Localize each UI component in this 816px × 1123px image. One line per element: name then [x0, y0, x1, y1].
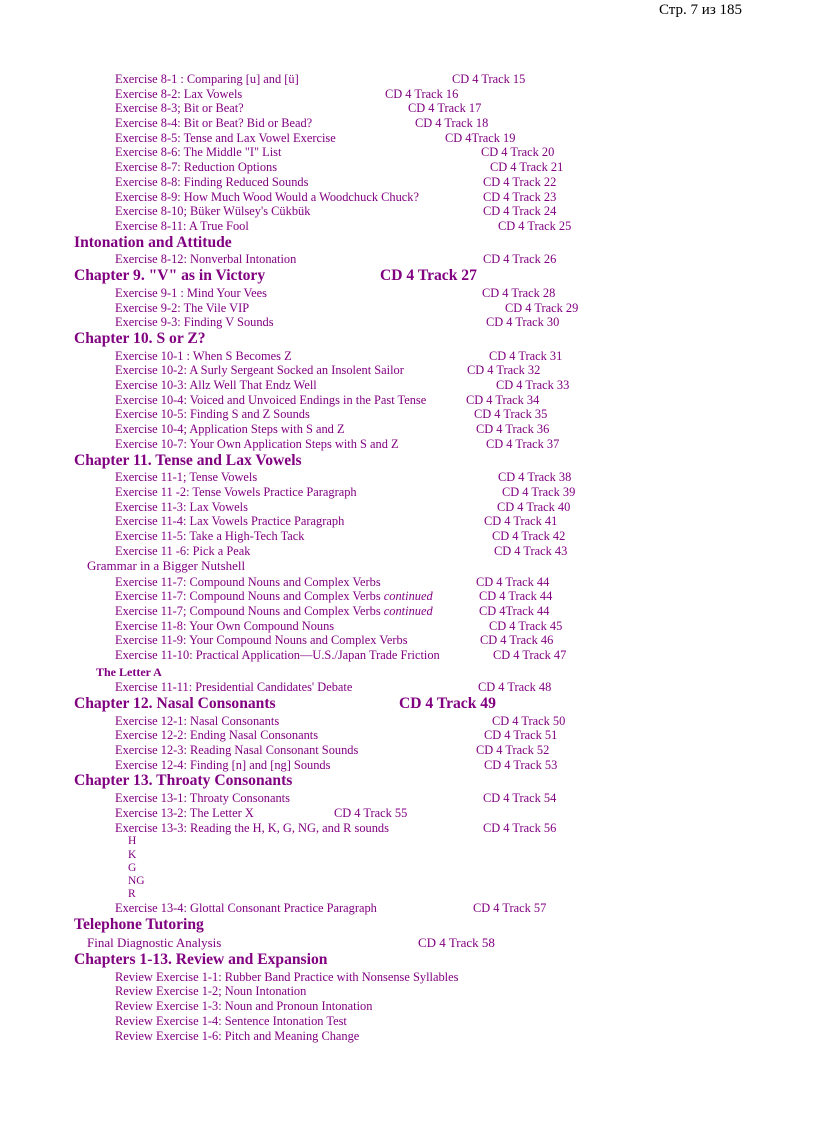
- toc-sound-r[interactable]: [0, 888, 816, 901]
- cd-track-label[interactable]: CD 4 Track 29: [505, 300, 579, 315]
- toc-heading-intonation-and-attitude[interactable]: [0, 234, 816, 253]
- toc-entry-exercise-8-1[interactable]: [0, 72, 816, 87]
- cd-track-label[interactable]: CD 4 Track 36: [476, 422, 550, 437]
- entry-title[interactable]: Exercise 8-2: Lax Vowels: [115, 86, 243, 101]
- entry-title[interactable]: Exercise 8-12: Nonverbal Intonation: [115, 252, 297, 267]
- toc-entry-review-1-2[interactable]: [0, 984, 816, 999]
- subheading-title[interactable]: The Letter A: [96, 664, 162, 679]
- cd-track-label[interactable]: CD 4 Track 27: [380, 267, 477, 285]
- entry-title[interactable]: Exercise 10-7: Your Own Application Steps with S and Z: [115, 436, 399, 451]
- entry-title[interactable]: Exercise 11-7: Compound Nouns and Complex Verbs: [115, 574, 381, 589]
- entry-title[interactable]: Exercise 10-4: Voiced and Unvoiced Endings in the Past Tense: [115, 392, 427, 407]
- entry-title[interactable]: Exercise 10-4; Application Steps with S and Z: [115, 422, 345, 437]
- toc-entry-exercise-8-9[interactable]: [0, 190, 816, 205]
- entry-title[interactable]: Exercise 9-2: The Vile VIP: [115, 300, 250, 315]
- toc-entry-exercise-11-2[interactable]: [0, 485, 816, 500]
- toc-entry-exercise-10-3[interactable]: [0, 378, 816, 393]
- entry-title[interactable]: Exercise 11-11: Presidential Candidates' Debate: [115, 680, 353, 695]
- heading-title[interactable]: Chapter 12. Nasal Consonants: [74, 694, 276, 712]
- entry-title[interactable]: Exercise 11 -6: Pick a Peak: [115, 543, 251, 558]
- entry-title[interactable]: Review Exercise 1-3: Noun and Pronoun Intonation: [115, 999, 373, 1014]
- toc-entry-exercise-11-1[interactable]: [0, 470, 816, 485]
- toc-entry-exercise-8-5[interactable]: [0, 131, 816, 146]
- toc-entry-exercise-13-3[interactable]: [0, 821, 816, 836]
- cd-track-label[interactable]: CD 4 Track 33: [496, 378, 570, 393]
- cd-track-label[interactable]: CD 4 Track 56: [483, 820, 557, 835]
- toc-heading-chapter-10[interactable]: [0, 330, 816, 349]
- entry-title[interactable]: Exercise 11-5: Take a High-Tech Tack: [115, 529, 305, 544]
- cd-track-label[interactable]: CD 4 Track 31: [489, 348, 563, 363]
- entry-title[interactable]: Review Exercise 1-6: Pitch and Meaning Change: [115, 1028, 360, 1043]
- cd-track-label[interactable]: CD 4Track 19: [445, 130, 516, 145]
- entry-title[interactable]: Exercise 8-1 : Comparing [u] and [ü]: [115, 72, 299, 86]
- cd-track-label[interactable]: CD 4 Track 34: [466, 392, 540, 407]
- toc-entry-exercise-8-7[interactable]: [0, 160, 816, 175]
- entry-title[interactable]: Exercise 13-2: The Letter X: [115, 805, 254, 820]
- heading-title[interactable]: Chapter 10. S or Z?: [74, 329, 206, 347]
- cd-track-label[interactable]: CD 4 Track 44: [476, 574, 550, 589]
- toc-sound-ng[interactable]: [0, 875, 816, 888]
- entry-title[interactable]: Exercise 9-1 : Mind Your Vees: [115, 285, 267, 300]
- page-number-label: Стр. 7 из 185: [659, 2, 742, 18]
- toc-entry-exercise-12-1[interactable]: [0, 714, 816, 729]
- heading-title[interactable]: Chapter 13. Throaty Consonants: [74, 772, 293, 790]
- cd-track-label[interactable]: CD 4 Track 52: [476, 743, 550, 758]
- entry-title[interactable]: Exercise 11-4: Lax Vowels Practice Paragraph: [115, 514, 345, 529]
- entry-title[interactable]: Exercise 10-3: Allz Well That Endz Well: [115, 378, 317, 393]
- toc-heading-chapters-1-13-review[interactable]: [0, 951, 816, 970]
- entry-title[interactable]: Exercise 8-9: How Much Wood Would a Woodchuck Chuck?: [115, 189, 419, 204]
- toc-entry-exercise-10-6[interactable]: [0, 422, 816, 437]
- cd-track-label[interactable]: CD 4 Track 18: [415, 116, 489, 131]
- toc-entry-exercise-12-3[interactable]: [0, 743, 816, 758]
- toc-entry-review-1-1[interactable]: [0, 970, 816, 985]
- subheading-title[interactable]: Grammar in a Bigger Nutshell: [87, 558, 246, 574]
- toc-sound-g[interactable]: [0, 862, 816, 875]
- cd-track-label[interactable]: CD 4 Track 17: [408, 101, 482, 116]
- entry-title[interactable]: Exercise 8-4: Bit or Beat? Bid or Bead?: [115, 116, 313, 131]
- toc-entry-exercise-9-1[interactable]: [0, 286, 816, 301]
- toc-entry-exercise-10-7[interactable]: [0, 437, 816, 452]
- entry-title[interactable]: Exercise 11-3: Lax Vowels: [115, 499, 248, 514]
- toc-entry-review-1-3[interactable]: [0, 999, 816, 1014]
- toc-entry-exercise-9-2[interactable]: [0, 301, 816, 316]
- entry-title[interactable]: Exercise 11-9: Your Compound Nouns and Complex Verbs: [115, 633, 408, 648]
- entry-title[interactable]: Exercise 8-5: Tense and Lax Vowel Exercise: [115, 130, 336, 145]
- cd-track-label[interactable]: CD 4 Track 45: [489, 618, 563, 633]
- toc-entry-review-1-4[interactable]: [0, 1014, 816, 1029]
- entry-title[interactable]: Exercise 13-3: Reading the H, K, G, NG, and R sounds: [115, 820, 389, 835]
- cd-track-label[interactable]: CD 4 Track 44: [479, 589, 553, 604]
- entry-title[interactable]: Exercise 8-8: Finding Reduced Sounds: [115, 174, 309, 189]
- entry-title[interactable]: Exercise 10-2: A Surly Sergeant Socked an Insolent Sailor: [115, 363, 404, 378]
- entry-title[interactable]: Exercise 11-8: Your Own Compound Nouns: [115, 618, 335, 633]
- heading-title[interactable]: Chapter 9. "V" as in Victory: [74, 267, 266, 285]
- continued-label[interactable]: continued: [383, 604, 433, 618]
- toc-heading-chapter-13[interactable]: [0, 772, 816, 791]
- cd-track-label[interactable]: CD 4 Track 58: [418, 934, 495, 950]
- cd-track-label[interactable]: CD 4 Track 47: [493, 648, 567, 663]
- cd-track-label[interactable]: CD 4 Track 22: [483, 174, 557, 189]
- heading-title[interactable]: Telephone Tutoring: [74, 915, 204, 933]
- toc-entry-exercise-13-1[interactable]: [0, 791, 816, 806]
- toc-entry-exercise-8-4[interactable]: [0, 116, 816, 131]
- cd-track-label[interactable]: CD 4 Track 25: [498, 218, 572, 233]
- toc-subheading-grammar-nutshell[interactable]: [0, 558, 816, 574]
- cd-track-label[interactable]: CD 4 Track 35: [474, 407, 548, 422]
- toc-heading-telephone-tutoring[interactable]: [0, 916, 816, 935]
- cd-track-label[interactable]: CD 4 Track 21: [490, 160, 564, 175]
- toc-entry-exercise-13-4[interactable]: [0, 901, 816, 916]
- toc-heading-chapter-12[interactable]: [0, 695, 816, 714]
- entry-title[interactable]: Exercise 12-1: Nasal Consonants: [115, 713, 280, 728]
- table-of-contents: [0, 72, 816, 1043]
- cd-track-label[interactable]: CD 4 Track 28: [482, 285, 556, 300]
- entry-title[interactable]: [115, 589, 433, 604]
- toc-entry-exercise-11-4[interactable]: [0, 514, 816, 529]
- cd-track-label[interactable]: CD 4 Track 15: [452, 72, 526, 86]
- entry-title[interactable]: Exercise 10-5: Finding S and Z Sounds: [115, 407, 310, 422]
- entry-title[interactable]: Exercise 13-1: Throaty Consonants: [115, 791, 290, 806]
- cd-track-label[interactable]: CD 4Track 44: [479, 604, 550, 618]
- sound-link[interactable]: R: [128, 888, 136, 901]
- sound-link[interactable]: G: [128, 861, 137, 874]
- toc-entry-exercise-10-2[interactable]: [0, 363, 816, 378]
- toc-entry-exercise-8-10[interactable]: [0, 204, 816, 219]
- toc-entry-exercise-13-2[interactable]: [0, 806, 816, 821]
- cd-track-label[interactable]: CD 4 Track 16: [385, 86, 459, 101]
- sound-link[interactable]: H: [128, 835, 137, 848]
- toc-entry-exercise-12-4[interactable]: [0, 758, 816, 773]
- cd-track-label[interactable]: CD 4 Track 54: [483, 791, 557, 806]
- entry-title[interactable]: Review Exercise 1-2; Noun Intonation: [115, 984, 307, 999]
- entry-title[interactable]: Exercise 8-6: The Middle "I" List: [115, 145, 282, 160]
- toc-entry-review-1-6[interactable]: [0, 1029, 816, 1044]
- entry-title[interactable]: Exercise 8-7: Reduction Options: [115, 160, 278, 175]
- cd-track-label[interactable]: CD 4 Track 48: [478, 680, 552, 695]
- entry-title[interactable]: Exercise 13-4: Glottal Consonant Practice Paragraph: [115, 901, 377, 916]
- cd-track-label[interactable]: CD 4 Track 53: [484, 757, 558, 772]
- toc-entry-exercise-11-7-continued[interactable]: [0, 589, 816, 604]
- toc-entry-exercise-11-8[interactable]: [0, 619, 816, 634]
- toc-subheading-letter-a[interactable]: [0, 663, 816, 681]
- toc-entry-exercise-12-2[interactable]: [0, 728, 816, 743]
- cd-track-label[interactable]: CD 4 Track 30: [486, 315, 560, 330]
- entry-title[interactable]: Exercise 8-11: A True Fool: [115, 218, 249, 233]
- entry-title[interactable]: Exercise 11-10: Practical Application—U.S./Japan Trade Friction: [115, 648, 440, 663]
- entry-title[interactable]: Exercise 11 -2: Tense Vowels Practice Paragraph: [115, 485, 357, 499]
- toc-entry-exercise-10-5[interactable]: [0, 407, 816, 422]
- sound-link[interactable]: K: [128, 848, 137, 861]
- cd-track-label[interactable]: CD 4 Track 55: [334, 805, 408, 820]
- toc-entry-exercise-8-11[interactable]: [0, 219, 816, 234]
- toc-entry-exercise-11-11[interactable]: [0, 680, 816, 695]
- toc-subheading-final-diagnostic[interactable]: [0, 935, 816, 951]
- cd-track-label[interactable]: CD 4 Track 32: [467, 363, 541, 378]
- cd-track-label[interactable]: CD 4 Track 41: [484, 514, 558, 529]
- cd-track-label[interactable]: CD 4 Track 57: [473, 901, 547, 916]
- entry-title[interactable]: Exercise 12-2: Ending Nasal Consonants: [115, 728, 319, 743]
- toc-entry-exercise-11-5[interactable]: [0, 529, 816, 544]
- continued-label[interactable]: continued: [383, 589, 433, 604]
- entry-title[interactable]: Exercise 8-3; Bit or Beat?: [115, 101, 244, 116]
- entry-title-text[interactable]: Exercise 11-7: Compound Nouns and Complex Verbs: [115, 589, 381, 604]
- entry-title[interactable]: [115, 604, 433, 619]
- entry-title[interactable]: Exercise 12-4: Finding [n] and [ng] Sounds: [115, 757, 331, 772]
- toc-entry-exercise-8-3[interactable]: [0, 101, 816, 116]
- cd-track-label[interactable]: CD 4 Track 50: [492, 713, 566, 728]
- toc-heading-chapter-11[interactable]: [0, 452, 816, 471]
- cd-track-label[interactable]: CD 4 Track 20: [481, 145, 555, 160]
- toc-entry-exercise-11-3[interactable]: [0, 500, 816, 515]
- toc-entry-exercise-9-3[interactable]: [0, 315, 816, 330]
- cd-track-label[interactable]: CD 4 Track 38: [498, 470, 572, 485]
- cd-track-label[interactable]: CD 4 Track 24: [483, 204, 557, 219]
- entry-title[interactable]: Exercise 8-10; Büker Wülsey's Cükbük: [115, 204, 311, 219]
- cd-track-label[interactable]: CD 4 Track 51: [484, 728, 558, 743]
- sound-link[interactable]: NG: [128, 874, 145, 887]
- entry-title-text[interactable]: Exercise 11-7; Compound Nouns and Complex Verbs: [115, 604, 381, 618]
- subheading-title[interactable]: Final Diagnostic Analysis: [87, 934, 222, 950]
- toc-entry-exercise-8-12[interactable]: [0, 252, 816, 267]
- toc-sound-k[interactable]: [0, 849, 816, 862]
- toc-entry-exercise-10-4[interactable]: [0, 393, 816, 408]
- entry-title[interactable]: Review Exercise 1-1: Rubber Band Practice with Nonsense Syllables: [115, 969, 459, 984]
- heading-title[interactable]: Chapter 11. Tense and Lax Vowels: [74, 451, 302, 469]
- toc-entry-exercise-8-8[interactable]: [0, 175, 816, 190]
- cd-track-label[interactable]: CD 4 Track 42: [492, 529, 566, 544]
- toc-entry-exercise-11-7-continued-2[interactable]: [0, 604, 816, 619]
- toc-entry-exercise-11-9[interactable]: [0, 633, 816, 648]
- entry-title[interactable]: Exercise 12-3: Reading Nasal Consonant Sounds: [115, 743, 359, 758]
- toc-entry-exercise-8-2[interactable]: [0, 87, 816, 102]
- cd-track-label[interactable]: CD 4 Track 49: [399, 694, 496, 712]
- cd-track-label[interactable]: CD 4 Track 39: [502, 485, 576, 499]
- entry-title[interactable]: Exercise 9-3: Finding V Sounds: [115, 315, 274, 330]
- cd-track-label[interactable]: CD 4 Track 43: [494, 543, 568, 558]
- cd-track-label[interactable]: CD 4 Track 37: [486, 436, 560, 451]
- heading-title[interactable]: Chapters 1-13. Review and Expansion: [74, 950, 328, 968]
- toc-entry-exercise-11-7[interactable]: [0, 575, 816, 590]
- cd-track-label[interactable]: CD 4 Track 46: [480, 633, 554, 648]
- cd-track-label[interactable]: CD 4 Track 40: [497, 499, 571, 514]
- heading-title[interactable]: Intonation and Attitude: [74, 233, 232, 251]
- toc-entry-exercise-10-1[interactable]: [0, 349, 816, 364]
- cd-track-label[interactable]: CD 4 Track 23: [483, 189, 557, 204]
- toc-entry-exercise-11-10[interactable]: [0, 648, 816, 663]
- toc-entry-exercise-8-6[interactable]: [0, 145, 816, 160]
- entry-title[interactable]: Exercise 10-1 : When S Becomes Z: [115, 348, 292, 363]
- toc-sound-h[interactable]: [0, 835, 816, 848]
- toc-heading-chapter-9[interactable]: [0, 267, 816, 286]
- toc-entry-exercise-11-6[interactable]: [0, 544, 816, 559]
- entry-title[interactable]: Exercise 11-1; Tense Vowels: [115, 470, 258, 485]
- entry-title[interactable]: Review Exercise 1-4: Sentence Intonation Test: [115, 1013, 347, 1028]
- cd-track-label[interactable]: CD 4 Track 26: [483, 252, 557, 267]
